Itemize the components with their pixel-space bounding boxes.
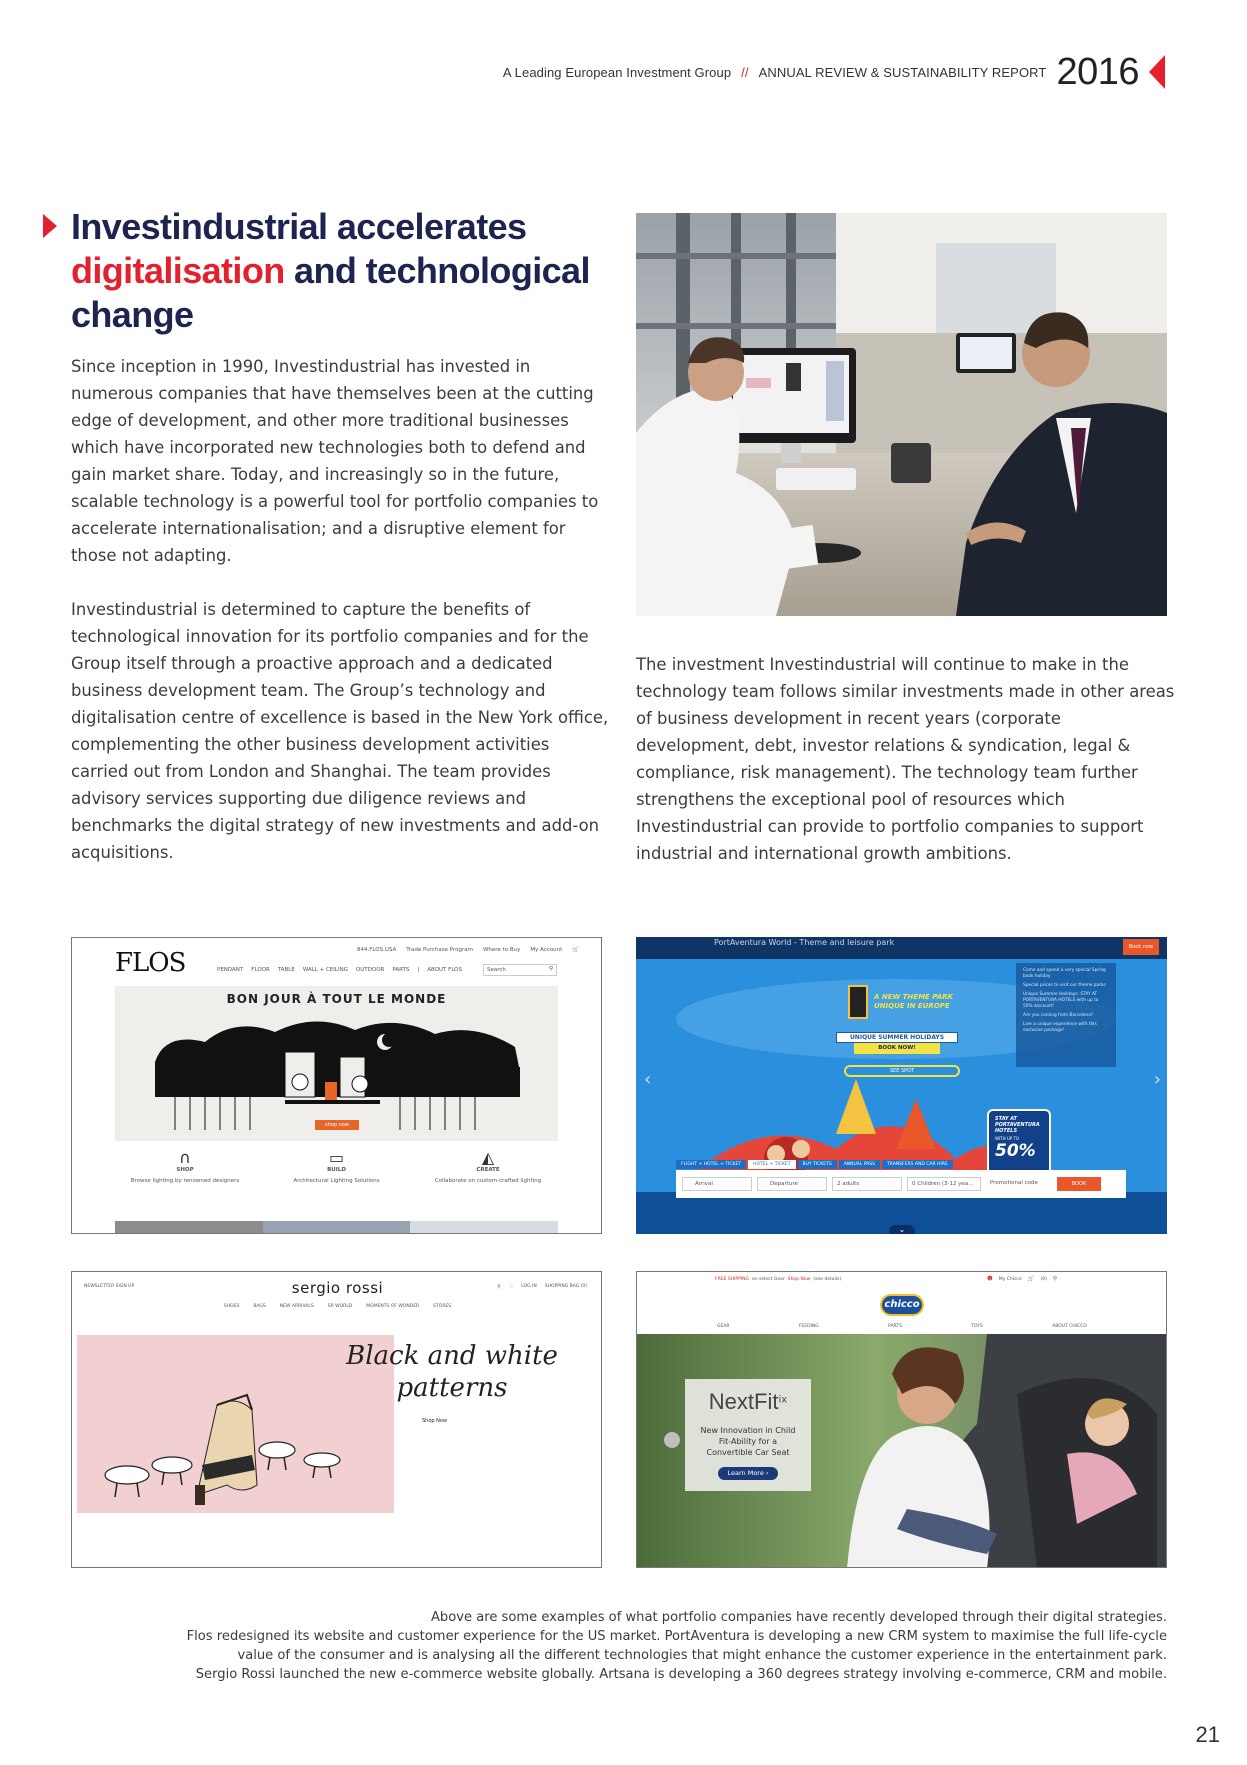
flos-nav-item[interactable]: FLOOR <box>251 967 270 973</box>
port-side-item[interactable]: Live a unique experience with this exclusive package! <box>1023 1022 1097 1033</box>
flos-top-link[interactable]: My Account <box>530 947 563 953</box>
flos-nav-item[interactable]: PARTS <box>392 967 410 973</box>
flos-nav-item[interactable]: WALL + CEILING <box>302 967 348 973</box>
chicco-learn-more-label: Learn More <box>727 1469 764 1477</box>
port-tab[interactable]: FLIGHT + HOTEL + TICKET <box>676 1160 746 1169</box>
flos-shop-now-button[interactable] <box>315 1120 359 1130</box>
chicco-header <box>637 1272 1167 1334</box>
port-promo-text: STAY AT PORTAVENTURA HOTELS <box>995 1116 1040 1134</box>
chicco-nav-item[interactable]: PARTS <box>888 1324 902 1329</box>
chicco-nav-item[interactable]: TOYS <box>971 1324 983 1329</box>
port-tab[interactable]: ANNUAL PASS <box>839 1160 880 1169</box>
port-side-panel <box>1016 963 1116 1067</box>
port-badge <box>848 985 868 1019</box>
flos-feature-caption: Architectural Lighting Solutions <box>293 1178 380 1184</box>
caption-line: value of the consumer and is analysing all the different technologies that might enhance the customer experience in the entertainment park. <box>237 1648 1167 1663</box>
portaventura-website-screenshot <box>636 937 1167 1234</box>
sr-headline <box>322 1340 582 1404</box>
report-header <box>503 50 1165 94</box>
port-booking-form <box>676 1170 1126 1198</box>
sr-nav <box>72 1304 602 1309</box>
office-photo <box>636 213 1167 616</box>
sr-headline-line-2: patterns <box>396 1373 508 1403</box>
header-separator: // <box>741 64 749 80</box>
flos-nav-item[interactable]: ABOUT FLOS <box>427 967 463 973</box>
port-see-spot-button[interactable] <box>844 1065 960 1077</box>
user-icon[interactable]: ☻ <box>987 1276 993 1282</box>
port-see-spot-label: SEE SPOT <box>889 1068 915 1074</box>
title-arrow-icon <box>43 214 57 238</box>
port-side-item[interactable]: Unique Summer Holidays: STAY AT PORTAVENTURA HOTELS with up to 50% discount! <box>1023 992 1099 1009</box>
header-triangle-icon <box>1149 55 1165 89</box>
chicco-promo-details[interactable]: (see details) <box>813 1277 842 1282</box>
port-book-button-label: BOOK NOW! <box>878 1045 916 1051</box>
chevron-right-icon[interactable]: › <box>1153 1069 1161 1090</box>
flos-feature-build[interactable] <box>267 1148 407 1184</box>
flos-nav <box>217 967 462 973</box>
flos-thumbnail[interactable] <box>115 1221 263 1234</box>
flos-feature-label: SHOP <box>176 1167 194 1173</box>
port-promo-box[interactable] <box>987 1109 1051 1175</box>
carousel-dot-icon[interactable] <box>664 1432 680 1448</box>
port-holidays-banner: UNIQUE SUMMER HOLIDAYS <box>836 1032 958 1043</box>
sr-login-link[interactable]: LOG IN <box>521 1284 537 1289</box>
flos-nav-item[interactable]: OUTDOOR <box>355 967 385 973</box>
port-book-now-label: Book now <box>1128 944 1154 950</box>
port-departure-input[interactable]: Departure <box>757 1177 827 1191</box>
search-icon[interactable]: ⚲ <box>497 1284 501 1290</box>
port-tab[interactable]: BUY TICKETS <box>798 1160 837 1169</box>
chicco-tagline: New Innovation in Child Fit-Ability for a Convertible Car Seat <box>700 1426 796 1457</box>
flos-hero-title: BON JOUR À TOUT LE MONDE <box>226 992 447 1006</box>
chicco-my-account[interactable]: My Chicco <box>998 1276 1022 1282</box>
flos-hero <box>115 986 558 1141</box>
sr-newsletter-link[interactable]: NEWSLETTER SIGN UP <box>84 1284 135 1289</box>
article-title-block <box>43 205 623 337</box>
flos-feature-caption: Collaborate on custom-crafted lighting <box>434 1178 542 1184</box>
chicco-product-card <box>685 1379 811 1491</box>
flos-logo: FLOS <box>115 948 186 978</box>
sr-nav-item[interactable]: BAGS <box>253 1304 266 1309</box>
chicco-learn-more-button[interactable]: Learn More › <box>718 1467 778 1480</box>
port-promo-prefix: WITH UP TO <box>995 1136 1020 1141</box>
chicco-nav-item[interactable]: ABOUT CHICCO <box>1052 1324 1087 1329</box>
heart-icon[interactable]: ♡ <box>508 1284 514 1290</box>
sr-shop-now-link[interactable]: Shop Now <box>422 1418 448 1424</box>
flos-top-link[interactable]: Trade Purchase Program <box>406 947 473 953</box>
header-year: 2016 <box>1056 50 1139 93</box>
flos-top-link[interactable]: 844.FLOS.USA <box>357 947 397 953</box>
chevron-left-icon[interactable]: ‹ <box>644 1069 652 1090</box>
flos-website-screenshot <box>71 937 602 1234</box>
flos-features <box>115 1148 558 1184</box>
flos-nav-divider: | <box>417 967 420 973</box>
port-arrival-input[interactable]: Arrival <box>682 1177 752 1191</box>
chicco-nav-item[interactable]: FEEDING <box>798 1324 819 1329</box>
flos-feature-label: BUILD <box>327 1167 346 1173</box>
sr-nav-item[interactable]: STORES <box>433 1304 452 1309</box>
screenshots-caption <box>167 1608 1167 1684</box>
sr-logo[interactable]: sergio rossi <box>291 1279 384 1297</box>
flos-top-link[interactable]: Where to Buy <box>482 947 521 953</box>
table-lamp-icon: ▭ <box>328 1148 345 1167</box>
sr-headline-line-1: Black and white <box>346 1341 558 1371</box>
port-tabs <box>676 1160 953 1169</box>
paragraph-1: Since inception in 1990, Investindustrial has invested in numerous companies that have themselves been at the cutting edge of development, and other more traditional businesses which have incorporated new technologies both to defend and gain market share. Today, and increasingly so in the future, scalable technology is a powerful tool for portfolio companies to accelerate internationalisation; and a disruptive element for those not adapting. <box>71 357 599 565</box>
port-adults-select[interactable]: 2 adults <box>832 1177 902 1191</box>
sr-utility-links <box>497 1284 587 1290</box>
sr-nav-item[interactable]: SR WORLD <box>327 1304 353 1309</box>
cart-icon[interactable]: 🛒 <box>1027 1276 1035 1282</box>
chicco-product-title: NextFit <box>708 1389 779 1414</box>
caption-line: Flos redesigned its website and customer experience for the US market. PortAventura is developing a new CRM system to maximise the full life-cycle <box>186 1629 1167 1644</box>
port-side-item[interactable]: Special prices to visit our theme parks <box>1023 983 1106 988</box>
flos-thumbnail-strip <box>115 1221 558 1234</box>
flos-top-links <box>357 947 579 953</box>
search-icon[interactable]: ⚲ <box>1052 1276 1057 1282</box>
flos-search-placeholder: Search <box>487 967 506 973</box>
port-headline: A NEW THEME PARK UNIQUE IN EUROPE <box>874 993 953 1010</box>
caption-line: Above are some examples of what portfolio companies have recently developed through their digital strategies. <box>430 1610 1167 1625</box>
port-tab[interactable]: TRANSFERS AND CAR HIRE <box>882 1160 953 1169</box>
sr-bag-link[interactable]: SHOPPING BAG (0) <box>544 1284 587 1289</box>
chicco-nav <box>717 1324 1087 1329</box>
ceiling-lamp-icon: ◭ <box>481 1148 495 1167</box>
chicco-logo[interactable]: chicco <box>880 1294 924 1316</box>
chicco-product-sup: ix <box>778 1394 788 1406</box>
port-book-submit-button[interactable] <box>1057 1177 1101 1191</box>
chicco-promo-gear: on select Gear <box>752 1277 785 1282</box>
port-side-item[interactable]: Come and spend a very special Spring book holiday <box>1023 968 1106 979</box>
header-group-name: A Leading European Investment Group <box>502 64 732 80</box>
sergio-rossi-website-screenshot <box>71 1271 602 1568</box>
flos-hero-illustration <box>145 1012 530 1137</box>
port-side-item[interactable]: Are you coming from Barcelona? <box>1023 1013 1094 1018</box>
port-tab-active[interactable]: HOTEL + TICKET <box>748 1160 795 1169</box>
title-accent: digitalisation <box>71 250 285 291</box>
flos-feature-caption: Browse lighting by renowned designers <box>130 1178 240 1184</box>
port-topbar <box>636 937 1167 959</box>
office-photo-illustration <box>636 213 1167 616</box>
search-icon: ⚲ <box>548 966 553 972</box>
paragraph-2: Investindustrial is determined to capture the benefits of technological innovation for its portfolio companies and for the Group itself through a proactive approach and a dedicated business development team. The Group’s technology and digitalisation centre of excellence is based in the New York office, complementing the other business development activities carried out from London and Shanghai. The team provides advisory services supporting due diligence reviews and benchmarks the digital strategy of new investments and add-on acquisitions. <box>71 600 609 862</box>
port-book-submit-label: BOOK <box>1071 1181 1087 1187</box>
chicco-website-screenshot <box>636 1271 1167 1568</box>
chicco-nav-item[interactable]: GEAR <box>717 1324 730 1329</box>
page-number: 21 <box>1195 1722 1220 1747</box>
sr-nav-item[interactable]: MOMENTS OF WONDER <box>366 1304 420 1309</box>
chicco-promo-strip <box>715 1277 841 1282</box>
flos-thumbnail[interactable] <box>263 1221 411 1234</box>
flos-feature-label: CREATE <box>476 1167 500 1173</box>
flos-feature-shop[interactable] <box>115 1148 255 1184</box>
flos-nav-item[interactable]: TABLE <box>277 967 295 973</box>
port-book-button[interactable] <box>854 1043 940 1054</box>
port-children-select[interactable]: 0 Children (3-12 yea... <box>907 1177 981 1191</box>
chicco-product-name <box>685 1389 811 1415</box>
port-site-title: PortAventura World - Theme and leisure park <box>714 938 895 947</box>
chevron-down-icon[interactable]: ⌄ <box>889 1225 915 1234</box>
cart-icon[interactable]: 🛒 <box>572 947 580 953</box>
title-line-1: Investindustrial accelerates <box>71 206 527 247</box>
pendant-lamp-icon: ∩ <box>179 1148 191 1167</box>
port-promo-code-field[interactable]: Promotional code <box>990 1180 1038 1186</box>
paragraph-3: The investment Investindustrial will continue to make in the technology team follows similar investments made in other areas of business development in recent years (corporate development, debt, investor relations & syndication, legal & compliance, risk management). The technology team further strengthens the exceptional pool of resources which Investindustrial can provide to portfolio companies to support industrial and international growth ambitions. <box>636 655 1175 863</box>
chicco-cart-count[interactable]: (0) <box>1040 1276 1047 1282</box>
chicco-promo-shop[interactable]: Shop Now <box>787 1277 811 1282</box>
chicco-utility <box>987 1276 1057 1282</box>
flos-feature-create[interactable] <box>418 1148 558 1184</box>
flos-search-box[interactable] <box>483 964 557 976</box>
sr-nav-item[interactable]: SHOES <box>223 1304 240 1309</box>
caption-line: Sergio Rossi launched the new e-commerce website globally. Artsana is developing a 360 degrees strategy involving e-commerce, CRM and mobile. <box>195 1667 1167 1682</box>
article-title <box>71 205 623 337</box>
header-report-name: ANNUAL REVIEW & SUSTAINABILITY REPORT <box>758 64 1047 80</box>
flos-thumbnail[interactable] <box>410 1221 558 1234</box>
port-book-now-button[interactable] <box>1123 939 1159 955</box>
title-rest: and technological change <box>71 250 590 335</box>
flos-shop-now-label: shop now <box>325 1122 349 1128</box>
chicco-promo-free: FREE SHIPPING <box>715 1277 750 1282</box>
flos-nav-item[interactable]: PENDANT <box>217 967 244 973</box>
sr-nav-item[interactable]: NEW ARRIVALS <box>279 1304 314 1309</box>
port-promo-discount: 50% <box>995 1141 1036 1161</box>
